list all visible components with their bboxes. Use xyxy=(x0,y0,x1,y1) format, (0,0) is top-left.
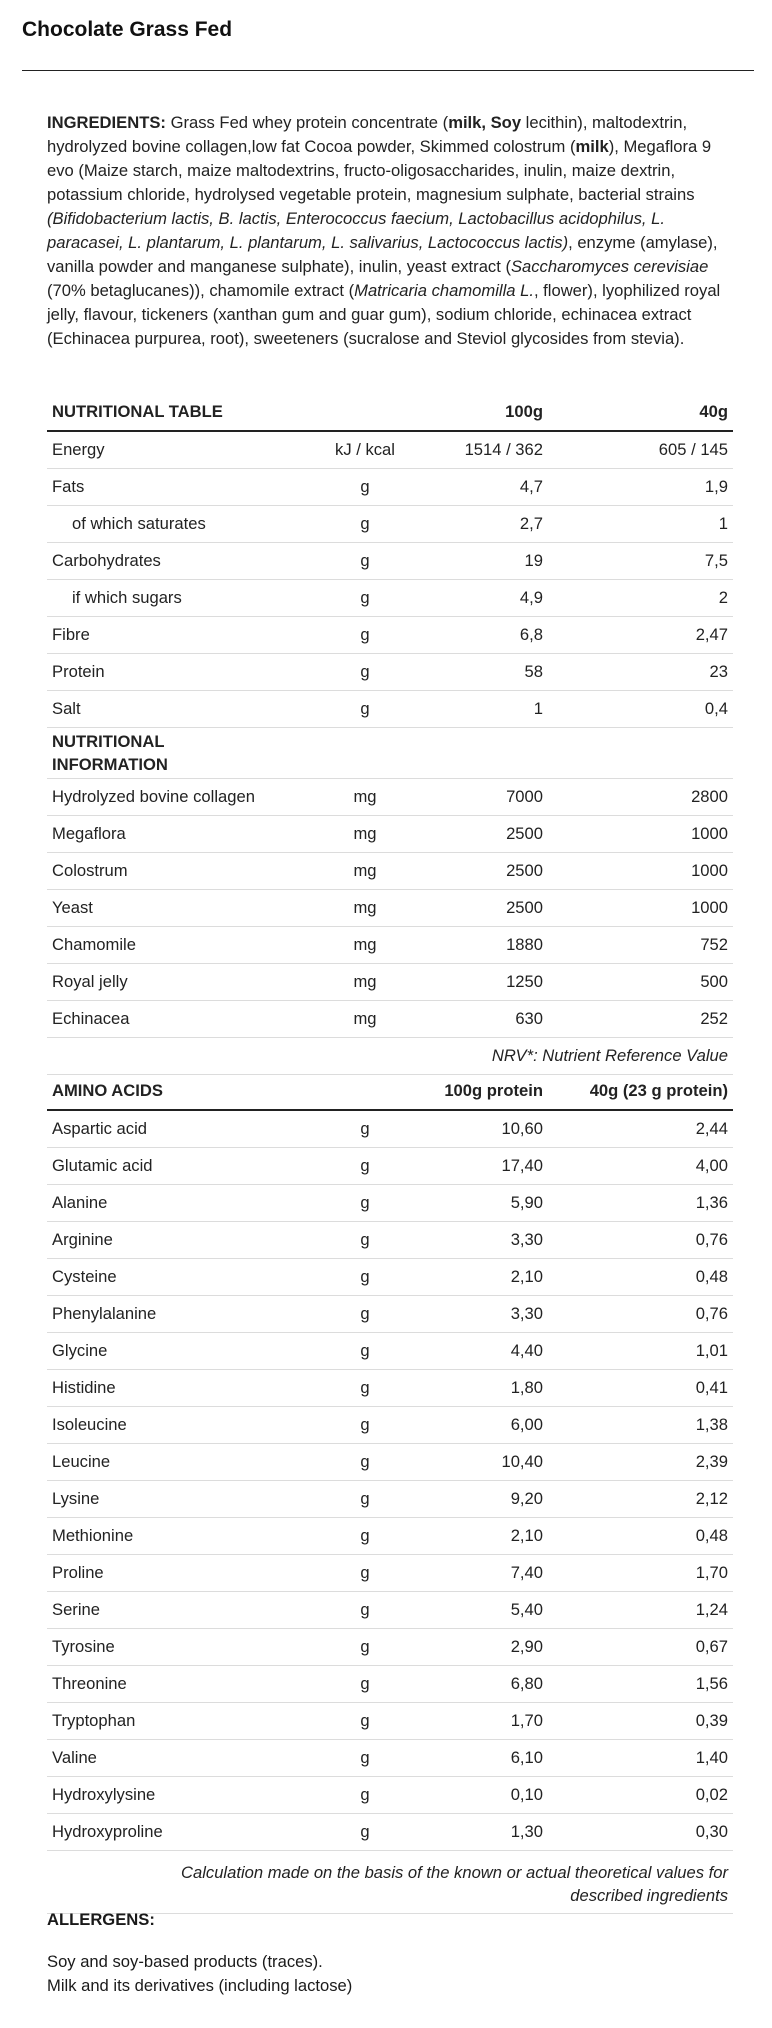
value-100g: 1514 / 362 xyxy=(415,431,548,469)
ingredient-unit: mg xyxy=(315,890,415,927)
ingredients-text: (70% betaglucanes)), chamomile extract ( xyxy=(47,281,355,300)
unit-header xyxy=(315,1073,415,1110)
label-header: AMINO ACIDS xyxy=(47,1073,315,1110)
table-row xyxy=(47,1185,733,1222)
value-40g: 1 xyxy=(548,506,733,543)
nutrient-name: Carbohydrates xyxy=(47,543,315,580)
value-100g: 10,40 xyxy=(415,1444,548,1481)
value-40g: 2,44 xyxy=(548,1110,733,1148)
table-row xyxy=(47,1592,733,1629)
value-100g: 2500 xyxy=(415,853,548,890)
value-100g: 5,90 xyxy=(415,1185,548,1222)
table-row xyxy=(47,580,733,617)
amino-acid-name: Cysteine xyxy=(47,1259,315,1296)
table-row xyxy=(47,853,733,890)
value-40g: 1,24 xyxy=(548,1592,733,1629)
nrv-note: NRV*: Nutrient Reference Value xyxy=(47,1038,733,1075)
value-100g: 4,9 xyxy=(415,580,548,617)
table-row xyxy=(47,617,733,654)
section-header-line: INFORMATION xyxy=(52,755,168,774)
value-100g: 5,40 xyxy=(415,1592,548,1629)
value-100g: 1,80 xyxy=(415,1370,548,1407)
ingredients-text: Saccharomyces cerevisiae xyxy=(510,257,709,276)
section-header-row xyxy=(47,728,733,779)
amino-acids-table xyxy=(47,1073,733,1914)
table-row xyxy=(47,1481,733,1518)
table-row xyxy=(47,506,733,543)
table-row xyxy=(47,964,733,1001)
amino-acid-name: Histidine xyxy=(47,1370,315,1407)
amino-acid-unit: g xyxy=(315,1444,415,1481)
per-100g-protein-header: 100g protein xyxy=(415,1073,548,1110)
table-row xyxy=(47,1703,733,1740)
table-row xyxy=(47,1148,733,1185)
nutrient-name: if which sugars xyxy=(47,580,315,617)
nutrient-name: Energy xyxy=(47,431,315,469)
nutrient-unit: g xyxy=(315,469,415,506)
value-100g: 4,40 xyxy=(415,1333,548,1370)
value-100g: 2500 xyxy=(415,890,548,927)
allergens-title: ALLERGENS: xyxy=(47,1910,155,1929)
allergen-item: Milk and its derivatives (including lactose) xyxy=(47,1976,353,1995)
value-100g: 1,30 xyxy=(415,1814,548,1851)
allergen-item: Soy and soy-based products (traces). xyxy=(47,1952,323,1971)
ingredients-text: Grass Fed whey protein concentrate ( xyxy=(170,113,449,132)
value-40g: 1,9 xyxy=(548,469,733,506)
section-header xyxy=(47,728,733,779)
value-100g: 6,10 xyxy=(415,1740,548,1777)
amino-acid-name: Leucine xyxy=(47,1444,315,1481)
ingredients-text: milk, Soy xyxy=(448,113,522,132)
table-row xyxy=(47,1296,733,1333)
amino-acid-unit: g xyxy=(315,1666,415,1703)
ingredient-name: Colostrum xyxy=(47,853,315,890)
table-row xyxy=(47,816,733,853)
amino-acid-name: Tryptophan xyxy=(47,1703,315,1740)
ingredients-text: (Bifidobacterium lactis, B. lactis, Enterococcus faecium, Lactobacillus acidophilus, L. paracasei, L. plantarum, L. plantarum, L. salivarius, Lactococcus lactis) xyxy=(47,209,665,252)
table-row xyxy=(47,1777,733,1814)
value-40g: 500 xyxy=(548,964,733,1001)
amino-acid-name: Arginine xyxy=(47,1222,315,1259)
value-100g: 17,40 xyxy=(415,1148,548,1185)
ingredient-name: Megaflora xyxy=(47,816,315,853)
value-100g: 2,10 xyxy=(415,1259,548,1296)
value-100g: 3,30 xyxy=(415,1296,548,1333)
table-row xyxy=(47,779,733,816)
nutrient-unit: g xyxy=(315,543,415,580)
per-40g-header: 40g xyxy=(548,394,733,431)
amino-acid-unit: g xyxy=(315,1629,415,1666)
value-40g: 0,4 xyxy=(548,691,733,728)
ingredient-unit: mg xyxy=(315,779,415,816)
amino-acid-name: Glutamic acid xyxy=(47,1148,315,1185)
ingredients-text: lecithin), maltodextrin, hydrolyzed bovine collagen,low fat Cocoa powder, Skimmed colostrum ( xyxy=(47,113,688,156)
ingredients-label: INGREDIENTS: xyxy=(47,113,166,132)
ingredients-text: , flower), lyophilized royal jelly, flavour, tickeners (xanthan gum and guar gum), sodium chloride, echinacea extract (Echinacea purpurea, root), sweeteners (sucralose and Steviol glycosides from stevia). xyxy=(47,281,721,348)
table-row xyxy=(47,1518,733,1555)
table-row xyxy=(47,1666,733,1703)
amino-acid-unit: g xyxy=(315,1185,415,1222)
label-header: NUTRITIONAL TABLE xyxy=(47,394,315,431)
amino-acid-name: Tyrosine xyxy=(47,1629,315,1666)
amino-acid-name: Hydroxyproline xyxy=(47,1814,315,1851)
value-40g: 0,48 xyxy=(548,1259,733,1296)
value-100g: 1,70 xyxy=(415,1703,548,1740)
table-row xyxy=(47,1370,733,1407)
value-100g: 1 xyxy=(415,691,548,728)
ingredient-name: Echinacea xyxy=(47,1001,315,1038)
value-100g: 630 xyxy=(415,1001,548,1038)
value-100g: 7000 xyxy=(415,779,548,816)
per-100g-header: 100g xyxy=(415,394,548,431)
table-row xyxy=(47,1259,733,1296)
amino-acid-unit: g xyxy=(315,1222,415,1259)
table-header-row xyxy=(47,394,733,431)
table-row xyxy=(47,1814,733,1851)
amino-acid-name: Isoleucine xyxy=(47,1407,315,1444)
value-40g: 2,39 xyxy=(548,1444,733,1481)
table-row xyxy=(47,1444,733,1481)
nutrient-name: Protein xyxy=(47,654,315,691)
ingredient-unit: mg xyxy=(315,927,415,964)
value-40g: 0,48 xyxy=(548,1518,733,1555)
nutrient-name: Fats xyxy=(47,469,315,506)
amino-acid-unit: g xyxy=(315,1518,415,1555)
amino-acid-unit: g xyxy=(315,1370,415,1407)
table-row xyxy=(47,1555,733,1592)
ingredient-name: Yeast xyxy=(47,890,315,927)
table-row xyxy=(47,1629,733,1666)
value-100g: 1250 xyxy=(415,964,548,1001)
value-100g: 10,60 xyxy=(415,1110,548,1148)
amino-acid-unit: g xyxy=(315,1555,415,1592)
nutrient-unit: g xyxy=(315,580,415,617)
value-100g: 3,30 xyxy=(415,1222,548,1259)
value-100g: 58 xyxy=(415,654,548,691)
value-100g: 6,00 xyxy=(415,1407,548,1444)
table-row xyxy=(47,654,733,691)
nutrient-unit: g xyxy=(315,506,415,543)
value-40g: 0,76 xyxy=(548,1222,733,1259)
amino-acid-name: Phenylalanine xyxy=(47,1296,315,1333)
value-40g: 1,36 xyxy=(548,1185,733,1222)
ingredient-name: Royal jelly xyxy=(47,964,315,1001)
value-100g: 2,90 xyxy=(415,1629,548,1666)
amino-acid-unit: g xyxy=(315,1148,415,1185)
value-100g: 1880 xyxy=(415,927,548,964)
value-40g: 4,00 xyxy=(548,1148,733,1185)
value-40g: 1000 xyxy=(548,890,733,927)
ingredient-unit: mg xyxy=(315,816,415,853)
nutrient-unit: g xyxy=(315,617,415,654)
value-40g: 7,5 xyxy=(548,543,733,580)
value-100g: 7,40 xyxy=(415,1555,548,1592)
table-row xyxy=(47,1001,733,1038)
amino-acid-unit: g xyxy=(315,1740,415,1777)
value-40g: 0,39 xyxy=(548,1703,733,1740)
amino-acid-unit: g xyxy=(315,1296,415,1333)
amino-acid-unit: g xyxy=(315,1407,415,1444)
table-header-row xyxy=(47,1073,733,1110)
ingredient-unit: mg xyxy=(315,1001,415,1038)
value-40g: 1000 xyxy=(548,853,733,890)
value-40g: 0,02 xyxy=(548,1777,733,1814)
ingredient-name: Hydrolyzed bovine collagen xyxy=(47,779,315,816)
amino-acid-name: Alanine xyxy=(47,1185,315,1222)
amino-acid-name: Glycine xyxy=(47,1333,315,1370)
value-40g: 2,12 xyxy=(548,1481,733,1518)
value-40g: 2 xyxy=(548,580,733,617)
value-40g: 2800 xyxy=(548,779,733,816)
value-40g: 605 / 145 xyxy=(548,431,733,469)
table-row xyxy=(47,469,733,506)
calculation-note: Calculation made on the basis of the known or actual theoretical values for described ingredients xyxy=(47,1851,733,1914)
nutrient-unit: g xyxy=(315,691,415,728)
value-40g: 2,47 xyxy=(548,617,733,654)
ingredients-paragraph xyxy=(47,111,737,351)
note-row xyxy=(47,1038,733,1075)
table-row xyxy=(47,691,733,728)
table-row xyxy=(47,1333,733,1370)
amino-acid-name: Valine xyxy=(47,1740,315,1777)
nutrient-unit: kJ / kcal xyxy=(315,431,415,469)
value-40g: 1,56 xyxy=(548,1666,733,1703)
nutrient-name: Salt xyxy=(47,691,315,728)
ingredients-text: ), Megaflora 9 evo (Maize starch, maize maltodextrins, fructo-oligosaccharides, inulin, maize dextrin, potassium chloride, hydrolysed vegetable protein, magnesium sulphate, bacterial strains xyxy=(47,137,712,204)
amino-acid-unit: g xyxy=(315,1333,415,1370)
amino-acid-name: Methionine xyxy=(47,1518,315,1555)
value-40g: 752 xyxy=(548,927,733,964)
value-40g: 1,70 xyxy=(548,1555,733,1592)
amino-acid-name: Proline xyxy=(47,1555,315,1592)
value-40g: 0,67 xyxy=(548,1629,733,1666)
value-40g: 23 xyxy=(548,654,733,691)
amino-acid-name: Serine xyxy=(47,1592,315,1629)
amino-acid-unit: g xyxy=(315,1703,415,1740)
value-100g: 19 xyxy=(415,543,548,580)
table-row xyxy=(47,1110,733,1148)
amino-acid-unit: g xyxy=(315,1777,415,1814)
amino-acid-unit: g xyxy=(315,1814,415,1851)
table-row xyxy=(47,890,733,927)
nutritional-table xyxy=(47,394,733,728)
table-row xyxy=(47,927,733,964)
nutrient-name: of which saturates xyxy=(47,506,315,543)
nutrient-name: Fibre xyxy=(47,617,315,654)
nutrient-unit: g xyxy=(315,654,415,691)
unit-header xyxy=(315,394,415,431)
amino-acid-name: Hydroxylysine xyxy=(47,1777,315,1814)
amino-acid-unit: g xyxy=(315,1259,415,1296)
amino-acid-unit: g xyxy=(315,1481,415,1518)
per-40g-header: 40g (23 g protein) xyxy=(548,1073,733,1110)
value-100g: 2,10 xyxy=(415,1518,548,1555)
value-100g: 9,20 xyxy=(415,1481,548,1518)
value-40g: 1000 xyxy=(548,816,733,853)
value-100g: 0,10 xyxy=(415,1777,548,1814)
value-100g: 2500 xyxy=(415,816,548,853)
amino-acid-name: Threonine xyxy=(47,1666,315,1703)
table-row xyxy=(47,543,733,580)
table-row xyxy=(47,431,733,469)
value-40g: 0,41 xyxy=(548,1370,733,1407)
value-100g: 4,7 xyxy=(415,469,548,506)
nutritional-information-table xyxy=(47,728,733,1075)
value-100g: 6,80 xyxy=(415,1666,548,1703)
amino-acid-unit: g xyxy=(315,1592,415,1629)
table-row xyxy=(47,1222,733,1259)
value-40g: 252 xyxy=(548,1001,733,1038)
ingredient-name: Chamomile xyxy=(47,927,315,964)
page-title: Chocolate Grass Fed xyxy=(22,18,233,41)
value-40g: 0,76 xyxy=(548,1296,733,1333)
ingredients-text: milk xyxy=(575,137,609,156)
value-100g: 2,7 xyxy=(415,506,548,543)
value-100g: 6,8 xyxy=(415,617,548,654)
amino-acid-unit: g xyxy=(315,1110,415,1148)
ingredients-text: , enzyme (amylase), vanilla powder and manganese sulphate), inulin, yeast extract ( xyxy=(47,233,718,276)
table-row xyxy=(47,1740,733,1777)
table-row xyxy=(47,1407,733,1444)
note-row xyxy=(47,1851,733,1914)
value-40g: 1,40 xyxy=(548,1740,733,1777)
ingredient-unit: mg xyxy=(315,853,415,890)
amino-acid-name: Lysine xyxy=(47,1481,315,1518)
section-header-line: NUTRITIONAL xyxy=(52,732,165,751)
value-40g: 1,01 xyxy=(548,1333,733,1370)
value-40g: 1,38 xyxy=(548,1407,733,1444)
title-divider xyxy=(22,70,754,71)
amino-acid-name: Aspartic acid xyxy=(47,1110,315,1148)
value-40g: 0,30 xyxy=(548,1814,733,1851)
ingredient-unit: mg xyxy=(315,964,415,1001)
ingredients-text: Matricaria chamomilla L. xyxy=(354,281,534,300)
